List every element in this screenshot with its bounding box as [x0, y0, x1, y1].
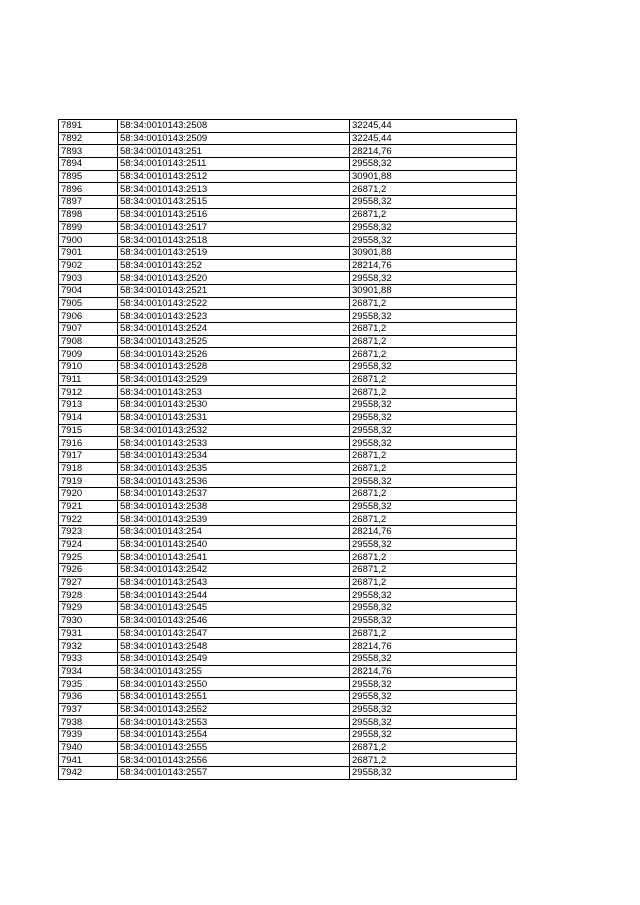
table-row [59, 462, 517, 475]
value-cell: 29558,32 [350, 221, 517, 234]
table-row [59, 386, 517, 399]
table-row [59, 475, 517, 488]
table-row [59, 323, 517, 336]
cadastral-number-cell: 58:34:0010143:2544 [118, 589, 350, 602]
cadastral-number-cell: 58:34:0010143:2553 [118, 716, 350, 729]
value-cell: 29558,32 [350, 652, 517, 665]
table-row [59, 361, 517, 374]
value-cell: 29558,32 [350, 690, 517, 703]
table-row [59, 678, 517, 691]
cadastral-number-cell: 58:34:0010143:2537 [118, 487, 350, 500]
value-cell: 26871,2 [350, 551, 517, 564]
table-row [59, 246, 517, 259]
table-row [59, 399, 517, 412]
cadastral-number-cell: 58:34:0010143:2508 [118, 120, 350, 133]
value-cell: 28214,76 [350, 145, 517, 158]
row-number-cell: 7921 [59, 500, 118, 513]
value-cell: 32245,44 [350, 132, 517, 145]
table-row [59, 741, 517, 754]
row-number-cell: 7900 [59, 234, 118, 247]
value-cell: 29558,32 [350, 678, 517, 691]
table-row [59, 627, 517, 640]
cadastral-number-cell: 58:34:0010143:2557 [118, 767, 350, 780]
cadastral-number-cell: 58:34:0010143:255 [118, 665, 350, 678]
value-cell: 29558,32 [350, 399, 517, 412]
table-row [59, 158, 517, 171]
table-row [59, 729, 517, 742]
value-cell: 26871,2 [350, 335, 517, 348]
cadastral-number-cell: 58:34:0010143:2526 [118, 348, 350, 361]
value-cell: 26871,2 [350, 323, 517, 336]
row-number-cell: 7941 [59, 754, 118, 767]
row-number-cell: 7901 [59, 246, 118, 259]
value-cell: 30901,88 [350, 284, 517, 297]
table-row [59, 170, 517, 183]
cadastral-number-cell: 58:34:0010143:2517 [118, 221, 350, 234]
value-cell: 29558,32 [350, 361, 517, 374]
value-cell: 26871,2 [350, 576, 517, 589]
value-cell: 29558,32 [350, 716, 517, 729]
value-cell: 29558,32 [350, 614, 517, 627]
cadastral-number-cell: 58:34:0010143:2554 [118, 729, 350, 742]
table-row [59, 703, 517, 716]
value-cell: 29558,32 [350, 196, 517, 209]
value-cell: 28214,76 [350, 526, 517, 539]
value-cell: 30901,88 [350, 246, 517, 259]
cadastral-number-cell: 58:34:0010143:2547 [118, 627, 350, 640]
value-cell: 29558,32 [350, 158, 517, 171]
table-row [59, 120, 517, 133]
table-row [59, 437, 517, 450]
row-number-cell: 7902 [59, 259, 118, 272]
value-cell: 26871,2 [350, 297, 517, 310]
value-cell: 26871,2 [350, 373, 517, 386]
cadastral-number-cell: 58:34:0010143:2556 [118, 754, 350, 767]
table-row [59, 348, 517, 361]
cadastral-number-cell: 58:34:0010143:251 [118, 145, 350, 158]
value-cell: 29558,32 [350, 538, 517, 551]
table-row [59, 449, 517, 462]
table-row [59, 208, 517, 221]
value-cell: 29558,32 [350, 703, 517, 716]
table-body [59, 120, 517, 780]
row-number-cell: 7924 [59, 538, 118, 551]
cadastral-number-cell: 58:34:0010143:2533 [118, 437, 350, 450]
row-number-cell: 7940 [59, 741, 118, 754]
row-number-cell: 7939 [59, 729, 118, 742]
cadastral-number-cell: 58:34:0010143:2536 [118, 475, 350, 488]
cadastral-number-cell: 58:34:0010143:2522 [118, 297, 350, 310]
row-number-cell: 7937 [59, 703, 118, 716]
cadastral-number-cell: 58:34:0010143:2519 [118, 246, 350, 259]
table-row [59, 690, 517, 703]
table-row [59, 310, 517, 323]
row-number-cell: 7915 [59, 424, 118, 437]
row-number-cell: 7895 [59, 170, 118, 183]
cadastral-number-cell: 58:34:0010143:2542 [118, 564, 350, 577]
row-number-cell: 7925 [59, 551, 118, 564]
value-cell: 26871,2 [350, 449, 517, 462]
table-row [59, 196, 517, 209]
value-cell: 26871,2 [350, 208, 517, 221]
row-number-cell: 7899 [59, 221, 118, 234]
row-number-cell: 7942 [59, 767, 118, 780]
value-cell: 29558,32 [350, 411, 517, 424]
table-row [59, 526, 517, 539]
cadastral-number-cell: 58:34:0010143:2512 [118, 170, 350, 183]
table-row [59, 589, 517, 602]
cadastral-number-cell: 58:34:0010143:2551 [118, 690, 350, 703]
table-row [59, 272, 517, 285]
value-cell: 29558,32 [350, 272, 517, 285]
row-number-cell: 7892 [59, 132, 118, 145]
table-row [59, 487, 517, 500]
cadastral-number-cell: 58:34:0010143:2546 [118, 614, 350, 627]
row-number-cell: 7913 [59, 399, 118, 412]
table-row [59, 221, 517, 234]
cadastral-number-cell: 58:34:0010143:2515 [118, 196, 350, 209]
cadastral-number-cell: 58:34:0010143:2532 [118, 424, 350, 437]
row-number-cell: 7923 [59, 526, 118, 539]
table-row [59, 513, 517, 526]
value-cell: 28214,76 [350, 640, 517, 653]
row-number-cell: 7909 [59, 348, 118, 361]
row-number-cell: 7904 [59, 284, 118, 297]
cadastral-number-cell: 58:34:0010143:2545 [118, 602, 350, 615]
row-number-cell: 7898 [59, 208, 118, 221]
row-number-cell: 7918 [59, 462, 118, 475]
cadastral-number-cell: 58:34:0010143:2552 [118, 703, 350, 716]
cadastral-number-cell: 58:34:0010143:253 [118, 386, 350, 399]
cadastral-number-cell: 58:34:0010143:2539 [118, 513, 350, 526]
value-cell: 26871,2 [350, 348, 517, 361]
table-row [59, 538, 517, 551]
value-cell: 26871,2 [350, 564, 517, 577]
row-number-cell: 7922 [59, 513, 118, 526]
table-row [59, 424, 517, 437]
table-row [59, 500, 517, 513]
row-number-cell: 7931 [59, 627, 118, 640]
data-table [58, 119, 517, 780]
cadastral-number-cell: 58:34:0010143:2541 [118, 551, 350, 564]
table-row [59, 234, 517, 247]
value-cell: 29558,32 [350, 424, 517, 437]
row-number-cell: 7891 [59, 120, 118, 133]
table-row [59, 132, 517, 145]
value-cell: 26871,2 [350, 627, 517, 640]
cadastral-number-cell: 58:34:0010143:2548 [118, 640, 350, 653]
value-cell: 29558,32 [350, 475, 517, 488]
cadastral-number-cell: 58:34:0010143:2509 [118, 132, 350, 145]
cadastral-number-cell: 58:34:0010143:2555 [118, 741, 350, 754]
value-cell: 28214,76 [350, 259, 517, 272]
value-cell: 28214,76 [350, 665, 517, 678]
value-cell: 29558,32 [350, 602, 517, 615]
table-row [59, 335, 517, 348]
row-number-cell: 7917 [59, 449, 118, 462]
value-cell: 26871,2 [350, 754, 517, 767]
row-number-cell: 7906 [59, 310, 118, 323]
row-number-cell: 7920 [59, 487, 118, 500]
value-cell: 26871,2 [350, 513, 517, 526]
cadastral-number-cell: 58:34:0010143:2550 [118, 678, 350, 691]
value-cell: 30901,88 [350, 170, 517, 183]
cadastral-number-cell: 58:34:0010143:252 [118, 259, 350, 272]
row-number-cell: 7919 [59, 475, 118, 488]
row-number-cell: 7908 [59, 335, 118, 348]
table-row [59, 665, 517, 678]
cadastral-number-cell: 58:34:0010143:2524 [118, 323, 350, 336]
row-number-cell: 7907 [59, 323, 118, 336]
row-number-cell: 7897 [59, 196, 118, 209]
row-number-cell: 7926 [59, 564, 118, 577]
row-number-cell: 7936 [59, 690, 118, 703]
row-number-cell: 7894 [59, 158, 118, 171]
table-row [59, 716, 517, 729]
value-cell: 29558,32 [350, 729, 517, 742]
row-number-cell: 7938 [59, 716, 118, 729]
table-row [59, 145, 517, 158]
value-cell: 29558,32 [350, 500, 517, 513]
value-cell: 29558,32 [350, 310, 517, 323]
value-cell: 32245,44 [350, 120, 517, 133]
cadastral-number-cell: 58:34:0010143:2538 [118, 500, 350, 513]
cadastral-number-cell: 58:34:0010143:2521 [118, 284, 350, 297]
value-cell: 29558,32 [350, 234, 517, 247]
row-number-cell: 7896 [59, 183, 118, 196]
row-number-cell: 7932 [59, 640, 118, 653]
table-row [59, 373, 517, 386]
table-row [59, 767, 517, 780]
table-row [59, 411, 517, 424]
table-row [59, 297, 517, 310]
row-number-cell: 7905 [59, 297, 118, 310]
cadastral-number-cell: 58:34:0010143:2523 [118, 310, 350, 323]
cadastral-number-cell: 58:34:0010143:2531 [118, 411, 350, 424]
value-cell: 26871,2 [350, 487, 517, 500]
row-number-cell: 7934 [59, 665, 118, 678]
table-row [59, 602, 517, 615]
cadastral-number-cell: 58:34:0010143:2518 [118, 234, 350, 247]
cadastral-number-cell: 58:34:0010143:2535 [118, 462, 350, 475]
cadastral-number-cell: 58:34:0010143:2513 [118, 183, 350, 196]
cadastral-number-cell: 58:34:0010143:2529 [118, 373, 350, 386]
row-number-cell: 7914 [59, 411, 118, 424]
row-number-cell: 7927 [59, 576, 118, 589]
cadastral-number-cell: 58:34:0010143:2549 [118, 652, 350, 665]
row-number-cell: 7933 [59, 652, 118, 665]
table-row [59, 259, 517, 272]
row-number-cell: 7930 [59, 614, 118, 627]
row-number-cell: 7929 [59, 602, 118, 615]
row-number-cell: 7910 [59, 361, 118, 374]
cadastral-number-cell: 58:34:0010143:2543 [118, 576, 350, 589]
cadastral-number-cell: 58:34:0010143:2540 [118, 538, 350, 551]
value-cell: 26871,2 [350, 183, 517, 196]
table-row [59, 754, 517, 767]
cadastral-number-cell: 58:34:0010143:2516 [118, 208, 350, 221]
row-number-cell: 7911 [59, 373, 118, 386]
table-row [59, 640, 517, 653]
cadastral-number-cell: 58:34:0010143:254 [118, 526, 350, 539]
cadastral-number-cell: 58:34:0010143:2530 [118, 399, 350, 412]
table-row [59, 614, 517, 627]
table-row [59, 183, 517, 196]
table-row [59, 652, 517, 665]
cadastral-number-cell: 58:34:0010143:2520 [118, 272, 350, 285]
table-row [59, 576, 517, 589]
table-row [59, 564, 517, 577]
cadastral-number-cell: 58:34:0010143:2534 [118, 449, 350, 462]
value-cell: 29558,32 [350, 589, 517, 602]
row-number-cell: 7928 [59, 589, 118, 602]
cadastral-number-cell: 58:34:0010143:2528 [118, 361, 350, 374]
row-number-cell: 7916 [59, 437, 118, 450]
row-number-cell: 7935 [59, 678, 118, 691]
row-number-cell: 7903 [59, 272, 118, 285]
value-cell: 26871,2 [350, 462, 517, 475]
value-cell: 26871,2 [350, 386, 517, 399]
row-number-cell: 7893 [59, 145, 118, 158]
value-cell: 26871,2 [350, 741, 517, 754]
value-cell: 29558,32 [350, 437, 517, 450]
value-cell: 29558,32 [350, 767, 517, 780]
cadastral-number-cell: 58:34:0010143:2511 [118, 158, 350, 171]
table-row [59, 284, 517, 297]
row-number-cell: 7912 [59, 386, 118, 399]
cadastral-number-cell: 58:34:0010143:2525 [118, 335, 350, 348]
table-row [59, 551, 517, 564]
